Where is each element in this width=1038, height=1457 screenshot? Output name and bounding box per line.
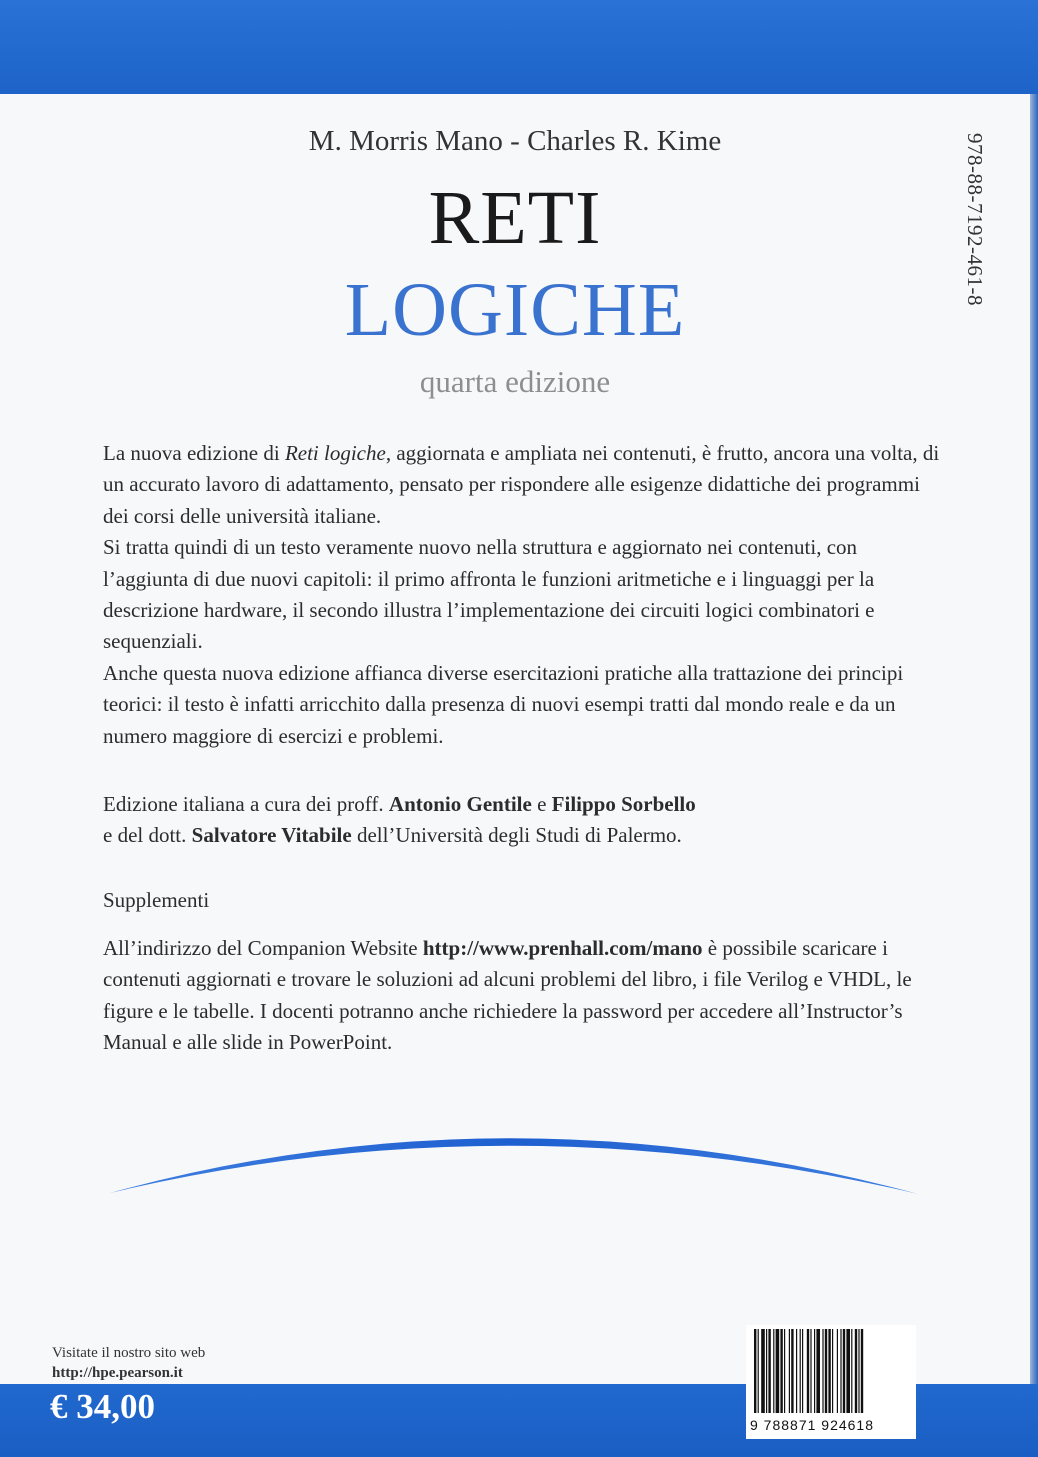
barcode-bar	[758, 1329, 759, 1413]
editor-name-2: Filippo Sorbello	[551, 792, 696, 816]
barcode-bar	[858, 1329, 859, 1413]
publisher-url[interactable]: http://hpe.pearson.it	[52, 1365, 183, 1381]
supplements-text	[103, 933, 943, 1059]
barcode-bar	[802, 1329, 803, 1413]
editors-university: dell’Università degli Studi di Palermo.	[351, 823, 682, 848]
barcode-bar	[837, 1329, 838, 1413]
barcode-bar	[776, 1329, 780, 1413]
blurb-p1-start: La nuova edizione di	[103, 441, 285, 465]
decorative-arc	[100, 1118, 930, 1208]
barcode-bar	[754, 1329, 756, 1413]
editors-text	[103, 789, 943, 852]
title-line-1: RETI	[428, 176, 602, 260]
editors-and: e	[531, 792, 552, 816]
blurb-p1-end: , aggiornata e ampliata nei contenuti, è frutto, ancora una volta, di un accurato lavoro di adattamento, pensato per rispondere alle esigenze didattiche dei programmi dei corsi delle università italiane.	[103, 441, 940, 528]
blurb-paragraph-3: Anche questa nuova edizione affianca diverse esercitazioni pratiche alla trattazione dei principi teorici: il testo è infatti arricchito dalla presenza di nuovi esempi tratti dal mondo reale e da un numero maggiore di esercizi e problemi.	[103, 660, 904, 748]
price-label: € 34,00	[50, 1387, 155, 1426]
right-edge-shadow	[1030, 94, 1038, 1384]
barcode-bar	[855, 1329, 857, 1413]
barcode-bar	[780, 1329, 782, 1413]
companion-website-url[interactable]: http://www.prenhall.com/mano	[422, 936, 703, 960]
barcode-bar	[784, 1329, 785, 1413]
barcode-bar	[861, 1329, 863, 1413]
barcode-bar	[789, 1329, 790, 1413]
supplements-end: è possibile scaricare i contenuti aggiornati e trovare le soluzioni ad alcuni problemi del libro, i file Verilog e VHDL, le figure e le tabelle. I docenti potranno anche richiedere la password per accedere all’Instructor’s Manual e alle slide in PowerPoint.	[103, 936, 912, 1055]
barcode	[746, 1325, 916, 1439]
editors-paragraph	[103, 789, 943, 852]
barcode-bar	[814, 1329, 815, 1413]
top-blue-band	[0, 0, 1038, 94]
barcode-bar	[807, 1329, 809, 1413]
barcode-bar	[822, 1329, 823, 1413]
blurb-title-italic: Reti logiche	[284, 441, 386, 465]
blurb-paragraph-1	[103, 438, 943, 532]
barcode-bar	[840, 1329, 841, 1413]
barcode-bar	[796, 1329, 797, 1413]
website-block	[52, 1343, 205, 1383]
editor-name-3: Salvatore Vitabile	[191, 823, 352, 848]
barcode-bar	[825, 1329, 827, 1413]
barcode-bars	[746, 1325, 916, 1417]
barcode-bar	[851, 1329, 852, 1413]
barcode-bar	[761, 1329, 765, 1413]
title-line-2: LOGICHE	[344, 268, 686, 352]
barcode-bar	[810, 1329, 811, 1413]
edition-label: quarta edizione	[419, 364, 611, 399]
barcode-number: 9 788871 924618	[750, 1417, 874, 1433]
barcode-bar	[766, 1329, 767, 1413]
supplements-paragraph	[103, 933, 943, 1059]
editors-intro: Edizione italiana a cura dei proff.	[103, 792, 389, 816]
authors: M. Morris Mano - Charles R. Kime	[308, 125, 722, 157]
blurb-paragraph-2: Si tratta quindi di un testo veramente nuovo nella struttura e aggiornato nei contenuti, con l’aggiunta di due nuovi capitoli: il primo affronta le funzioni aritmetiche e i linguaggi per la descrizione hardware, il secondo illustra l’implementazione dei circuiti logici combinatori e sequenziali.	[103, 535, 875, 654]
barcode-bar	[768, 1329, 770, 1413]
barcode-bar	[828, 1329, 830, 1413]
visit-text: Visitate il nostro sito web	[52, 1345, 206, 1361]
barcode-bar	[846, 1329, 850, 1413]
isbn-vertical: 978-88-7192-461-8	[963, 133, 987, 306]
barcode-bar	[816, 1329, 820, 1413]
editor-name-1: Antonio Gentile	[388, 792, 532, 816]
supplements-start: All’indirizzo del Companion Website	[103, 936, 423, 960]
barcode-bar	[800, 1329, 801, 1413]
barcode-bar	[843, 1329, 845, 1413]
blurb-text	[103, 438, 943, 752]
barcode-bar	[791, 1329, 793, 1413]
editors-dott: e del dott.	[103, 823, 192, 848]
barcode-bar	[832, 1329, 833, 1413]
barcode-bar	[773, 1329, 774, 1413]
supplements-title: Supplementi	[103, 888, 210, 912]
